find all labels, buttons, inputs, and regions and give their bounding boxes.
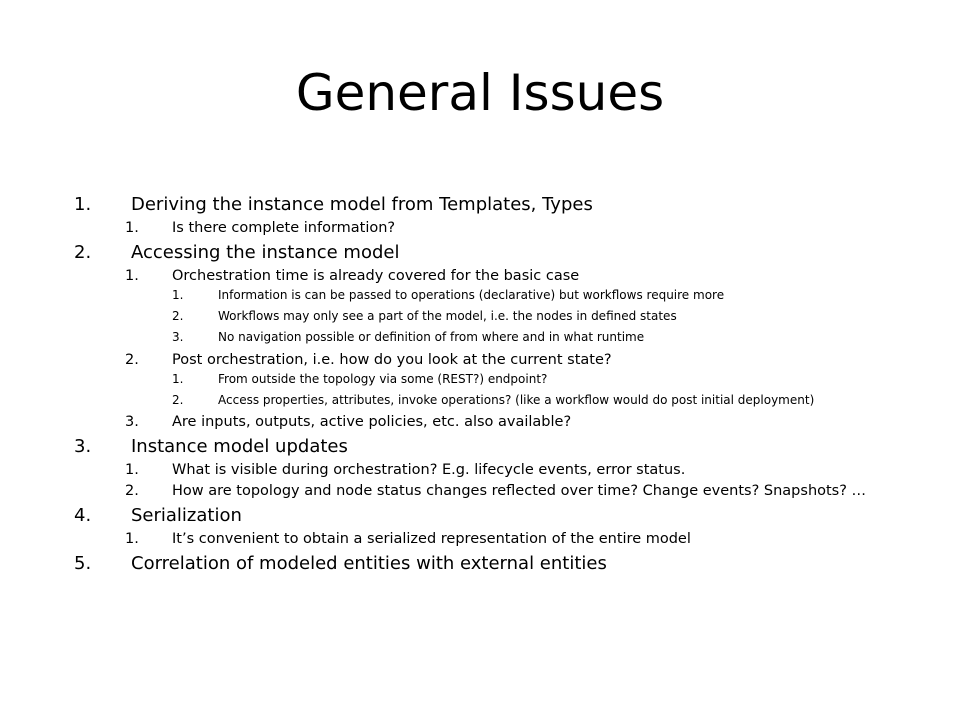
subitem-number: 1. — [125, 268, 139, 284]
item-number: 1. — [74, 194, 92, 215]
item-text: Deriving the instance model from Templates, Types — [131, 194, 593, 215]
outline-subsubitem — [172, 288, 914, 303]
item-text: Correlation of modeled entities with external entities — [131, 553, 607, 574]
slide-title: General Issues — [295, 64, 665, 122]
outline-item — [74, 503, 914, 529]
subsubitem-text: From outside the topology via some (REST?) endpoint? — [218, 372, 548, 386]
item-text: Instance model updates — [131, 436, 348, 457]
outline-subsubitem — [172, 330, 914, 345]
item-number: 5. — [74, 553, 92, 574]
item-text: Serialization — [131, 505, 242, 526]
subsubitem-number: 1. — [172, 288, 184, 302]
subitem-number: 1. — [125, 531, 139, 547]
item-text: Accessing the instance model — [131, 242, 400, 263]
subitem-text: It’s convenient to obtain a serialized representation of the entire model — [172, 531, 691, 547]
item-number: 3. — [74, 436, 92, 457]
outline-subitem — [125, 461, 914, 480]
subitem-number: 1. — [125, 220, 139, 236]
outline-item — [74, 434, 914, 460]
subitem-text: What is visible during orchestration? E.g. lifecycle events, error status. — [172, 462, 686, 478]
outline-subitem — [125, 219, 914, 238]
outline-subitem — [125, 530, 914, 549]
subitem-number: 1. — [125, 462, 139, 478]
subsubitem-number: 3. — [172, 330, 184, 344]
item-number: 2. — [74, 242, 92, 263]
subitem-text: Post orchestration, i.e. how do you look at the current state? — [172, 352, 612, 368]
subsubitem-text: Workflows may only see a part of the model, i.e. the nodes in defined states — [218, 309, 677, 323]
subitem-number: 3. — [125, 414, 139, 430]
outline-item — [74, 192, 914, 218]
subsubitem-text: Access properties, attributes, invoke operations? (like a workflow would do post initial deployment) — [218, 393, 815, 407]
subitem-text: Is there complete information? — [172, 220, 396, 236]
outline-subitem — [125, 413, 914, 432]
outline-item — [74, 240, 914, 266]
subitem-text: Orchestration time is already covered for the basic case — [172, 268, 580, 284]
outline-subitem — [125, 351, 914, 370]
outline-subsubitem — [172, 372, 914, 387]
subitem-number: 2. — [125, 483, 139, 499]
outline-subitem — [125, 267, 914, 286]
outline-item — [74, 551, 914, 577]
subitem-number: 2. — [125, 352, 139, 368]
outline-subitem — [125, 482, 914, 501]
subsubitem-text: Information is can be passed to operations (declarative) but workflows require more — [218, 288, 725, 302]
subitem-text: Are inputs, outputs, active policies, etc. also available? — [172, 414, 572, 430]
outline-list — [74, 192, 914, 578]
subsubitem-number: 2. — [172, 393, 184, 407]
subitem-text: How are topology and node status changes reflected over time? Change events? Snapshots? … — [172, 483, 867, 499]
subsubitem-text: No navigation possible or definition of from where and in what runtime — [218, 330, 645, 344]
subsubitem-number: 1. — [172, 372, 184, 386]
outline-subsubitem — [172, 309, 914, 324]
outline-subsubitem — [172, 393, 914, 407]
subsubitem-number: 2. — [172, 309, 184, 323]
item-number: 4. — [74, 505, 92, 526]
